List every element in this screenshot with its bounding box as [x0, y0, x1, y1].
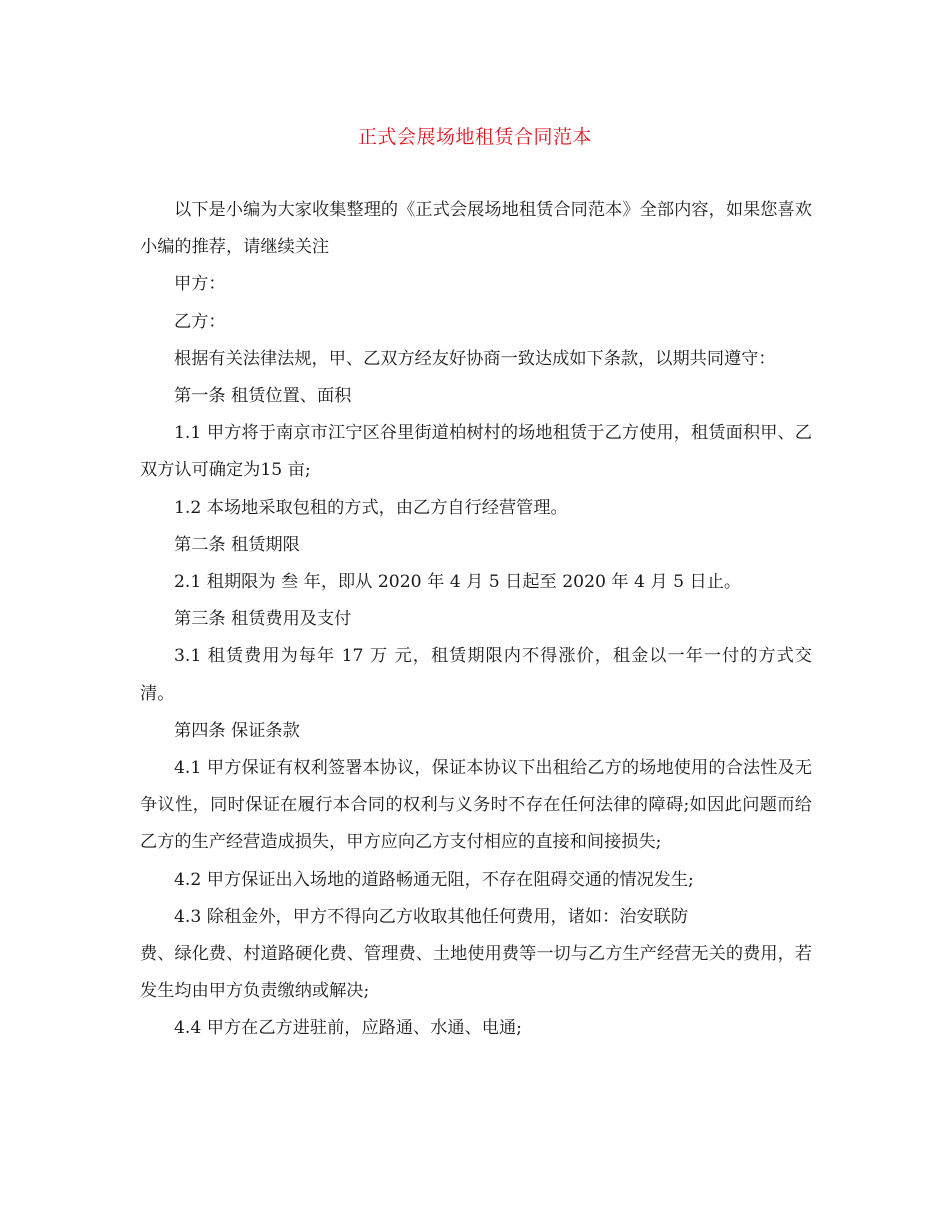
- article-2-heading: 第二条 租赁期限: [174, 534, 300, 555]
- party-a-line: 甲方：: [174, 274, 226, 295]
- party-b-line: 乙方：: [174, 311, 226, 332]
- document-title: 正式会展场地租赁合同范本: [357, 126, 592, 148]
- clause-3-1: 3.1 租赁费用为每年 17 万 元，租赁期限内不得涨价，租金以一年一付的方式交清。: [140, 646, 812, 704]
- document-body: [140, 192, 812, 1048]
- article-3-heading: 第三条 租赁费用及支付: [174, 609, 352, 630]
- clause-2-1: 2.1 租期限为 叁 年，即从 2020 年 4 月 5 日起至 2020 年 4 月 5 日止。: [174, 572, 742, 593]
- clause-4-4: 4.4 甲方在乙方进驻前，应路通、水通、电通;: [174, 1018, 522, 1039]
- article-1-heading: 第一条 租赁位置、面积: [174, 386, 352, 407]
- clause-1-2: 1.2 本场地采取包租的方式，由乙方自行经营管理。: [174, 497, 568, 518]
- preamble-paragraph: 根据有关法律法规，甲、乙双方经友好协商一致达成如下条款，以期共同遵守：: [174, 348, 776, 369]
- clause-4-2: 4.2 甲方保证出入场地的道路畅通无阻，不存在阻碍交通的情况发生;: [174, 869, 694, 890]
- clause-1-1: 1.1 甲方将于南京市江宁区谷里街道柏树村的场地租赁于乙方使用，租赁面积甲、乙双方认可确定为15 亩;: [140, 423, 812, 481]
- article-4-heading: 第四条 保证条款: [174, 720, 300, 741]
- clause-4-3-continued: 费、绿化费、村道路硬化费、管理费、土地使用费等一切与乙方生产经营无关的费用，若发生均由甲方负责缴纳或解决;: [140, 944, 812, 1002]
- clause-4-1: 4.1 甲方保证有权利签署本协议，保证本协议下出租给乙方的场地使用的合法性及无争议性，同时保证在履行本合同的权利与义务时不存在任何法律的障碍;如因此问题而给乙方的生产经营造成损失，甲方应向乙方支付相应的直接和间接损失;: [140, 758, 812, 853]
- clause-4-3: 4.3 除租金外，甲方不得向乙方收取其他任何费用，诸如：治安联防: [174, 906, 689, 927]
- intro-paragraph: 以下是小编为大家收集整理的《正式会展场地租赁合同范本》全部内容，如果您喜欢小编的推荐，请继续关注: [140, 200, 812, 258]
